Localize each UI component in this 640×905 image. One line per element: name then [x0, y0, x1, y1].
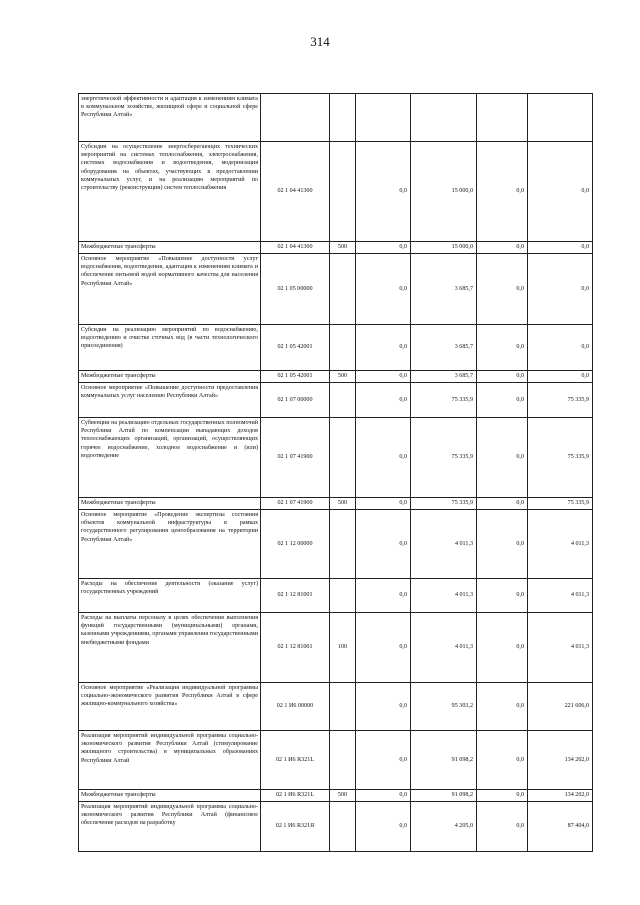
target-code: 02 1 07 41900: [261, 498, 330, 510]
value-2: 75 335,9: [411, 383, 477, 418]
value-2: 3 685,7: [411, 254, 477, 325]
value-1: 0,0: [356, 683, 411, 731]
table-row: [79, 731, 593, 790]
value-4: [528, 94, 593, 142]
target-code: 02 1 05 42001: [261, 325, 330, 371]
table-row: [79, 94, 593, 142]
expense-type: [330, 802, 356, 852]
row-name: Межбюджетные трансферты: [79, 371, 261, 383]
row-name: Основное мероприятие «Повышение доступности предоставления коммунальных услуг населению Республики Алтай»: [79, 383, 261, 418]
table-row: [79, 371, 593, 383]
expense-type: 500: [330, 371, 356, 383]
target-code: 02 1 И6 00000: [261, 683, 330, 731]
value-4: 134 202,0: [528, 790, 593, 802]
page-number: 314: [310, 34, 330, 49]
target-code: 02 1 05 00000: [261, 254, 330, 325]
target-code: 02 1 05 42001: [261, 371, 330, 383]
table-row: [79, 510, 593, 579]
row-name: Расходы на выплаты персоналу в целях обеспечения выполнения функций государственными (муниципальными) органами, казенными учреждениями, органами управления государственными внебюджетными фондами: [79, 613, 261, 683]
table-row: [79, 418, 593, 498]
row-name: Расходы на обеспечение деятельности (оказание услуг) государственных учреждений: [79, 579, 261, 613]
value-3: 0,0: [477, 254, 528, 325]
value-3: 0,0: [477, 802, 528, 852]
value-2: 95 303,2: [411, 683, 477, 731]
value-3: 0,0: [477, 242, 528, 254]
target-code: 02 1 07 00000: [261, 383, 330, 418]
value-1: 0,0: [356, 802, 411, 852]
value-3: 0,0: [477, 371, 528, 383]
row-name: Основное мероприятие «Повышение доступности услуг водоснабжения, водоотведения, адаптация к изменениям климата и обеспечение питьевой водой нормативного качества для населения Республики Алтай»: [79, 254, 261, 325]
table-row: [79, 242, 593, 254]
value-3: 0,0: [477, 383, 528, 418]
row-name: Межбюджетные трансферты: [79, 242, 261, 254]
value-1: 0,0: [356, 325, 411, 371]
row-name: Основное мероприятие «Проведение экспертизы состояния объектов коммунальной инфраструктуры в рамках государственного регулирования ценообразования на территории Республики Алтай»: [79, 510, 261, 579]
value-2: 91 098,2: [411, 790, 477, 802]
value-4: 0,0: [528, 242, 593, 254]
table-row: [79, 579, 593, 613]
value-3: [477, 94, 528, 142]
value-2: 15 000,0: [411, 242, 477, 254]
value-4: 4 011,3: [528, 510, 593, 579]
row-name: Реализация мероприятий индивидуальной программы социально-экономического развития Республики Алтай (стимулирование жилищного строительства) в муниципальных образованиях Республики Алтай: [79, 731, 261, 790]
row-name: энергетической эффективности и адаптация к изменениям климата в коммунальном хозяйстве, жилищной сфере и социальной сфере Республики Алтай»: [79, 94, 261, 142]
value-4: 0,0: [528, 142, 593, 242]
value-3: 0,0: [477, 418, 528, 498]
value-1: 0,0: [356, 498, 411, 510]
expense-type: [330, 325, 356, 371]
value-1: 0,0: [356, 371, 411, 383]
value-2: [411, 94, 477, 142]
target-code: 02 1 12 81001: [261, 579, 330, 613]
value-4: 0,0: [528, 325, 593, 371]
row-name: Реализация мероприятий индивидуальной программы социально-экономического развития Республики Алтай (финансовое обеспечение расходов на разработку: [79, 802, 261, 852]
value-2: 4 011,3: [411, 579, 477, 613]
table-row: [79, 254, 593, 325]
value-2: 3 685,7: [411, 371, 477, 383]
expense-type: [330, 418, 356, 498]
value-2: 15 000,0: [411, 142, 477, 242]
value-1: 0,0: [356, 731, 411, 790]
value-4: 221 606,0: [528, 683, 593, 731]
value-4: 4 011,3: [528, 579, 593, 613]
value-4: 87 404,0: [528, 802, 593, 852]
value-1: 0,0: [356, 383, 411, 418]
target-code: 02 1 04 41300: [261, 242, 330, 254]
value-4: 0,0: [528, 371, 593, 383]
value-2: 4 011,3: [411, 613, 477, 683]
table-row: [79, 683, 593, 731]
table-row: [79, 613, 593, 683]
value-3: 0,0: [477, 579, 528, 613]
target-code: [261, 94, 330, 142]
value-1: 0,0: [356, 613, 411, 683]
table-row: [79, 142, 593, 242]
budget-table: [78, 93, 593, 852]
value-4: 75 335,9: [528, 383, 593, 418]
value-3: 0,0: [477, 142, 528, 242]
expense-type: 500: [330, 790, 356, 802]
value-1: 0,0: [356, 142, 411, 242]
value-3: 0,0: [477, 613, 528, 683]
value-3: 0,0: [477, 790, 528, 802]
value-3: 0,0: [477, 325, 528, 371]
value-1: 0,0: [356, 579, 411, 613]
value-3: 0,0: [477, 498, 528, 510]
table-row: [79, 790, 593, 802]
target-code: 02 1 12 81001: [261, 613, 330, 683]
expense-type: [330, 383, 356, 418]
expense-type: [330, 94, 356, 142]
value-2: 4 011,3: [411, 510, 477, 579]
value-2: 4 205,0: [411, 802, 477, 852]
target-code: 02 1 И6 R321L: [261, 790, 330, 802]
row-name: Межбюджетные трансферты: [79, 790, 261, 802]
target-code: 02 1 07 41900: [261, 418, 330, 498]
value-4: 134 202,0: [528, 731, 593, 790]
value-2: 75 335,9: [411, 498, 477, 510]
value-4: 4 011,3: [528, 613, 593, 683]
value-2: 75 335,9: [411, 418, 477, 498]
table-row: [79, 325, 593, 371]
target-code: 02 1 И6 R321Я: [261, 802, 330, 852]
value-1: 0,0: [356, 242, 411, 254]
expense-type: 500: [330, 498, 356, 510]
target-code: 02 1 04 41300: [261, 142, 330, 242]
table-row: [79, 498, 593, 510]
expense-type: [330, 731, 356, 790]
value-4: 75 335,9: [528, 418, 593, 498]
row-name: Основное мероприятие «Реализация индивидуальной программы социально-экономического развития Республики Алтай в сфере жилищно-коммунального хозяйства»: [79, 683, 261, 731]
value-1: 0,0: [356, 418, 411, 498]
value-3: 0,0: [477, 510, 528, 579]
expense-type: 100: [330, 613, 356, 683]
row-name: Субсидии на реализацию мероприятий по водоснабжению, водоотведению и очистке сточных вод (в части технологического присоединения): [79, 325, 261, 371]
expense-type: [330, 142, 356, 242]
value-2: 3 685,7: [411, 325, 477, 371]
target-code: 02 1 12 00000: [261, 510, 330, 579]
value-3: 0,0: [477, 683, 528, 731]
value-4: 75 335,9: [528, 498, 593, 510]
value-1: 0,0: [356, 254, 411, 325]
value-1: [356, 94, 411, 142]
value-4: 0,0: [528, 254, 593, 325]
row-name: Межбюджетные трансферты: [79, 498, 261, 510]
row-name: Субвенции на реализацию отдельных государственных полномочий Республики Алтай по компенсации выпадающих доходов теплоснабжающих организаций, организаций, осуществляющих горячее водоснабжение, холодное водоснабжение и (или) водоотведение: [79, 418, 261, 498]
value-1: 0,0: [356, 790, 411, 802]
value-3: 0,0: [477, 731, 528, 790]
row-name: Субсидии на осуществление энергосберегающих технических мероприятий на системах теплоснабжения, электроснабжения, системах водоснабжения и водоотведения, модернизация оборудования на объектах, участвующих в предоставлении коммунальных услуг, и на реализацию мероприятий по строительству (реконструкции) систем теплоснабжения: [79, 142, 261, 242]
table-row: [79, 802, 593, 852]
target-code: 02 1 И6 R321L: [261, 731, 330, 790]
expense-type: [330, 579, 356, 613]
value-1: 0,0: [356, 510, 411, 579]
expense-type: 500: [330, 242, 356, 254]
value-2: 91 098,2: [411, 731, 477, 790]
expense-type: [330, 254, 356, 325]
expense-type: [330, 510, 356, 579]
expense-type: [330, 683, 356, 731]
table-row: [79, 383, 593, 418]
